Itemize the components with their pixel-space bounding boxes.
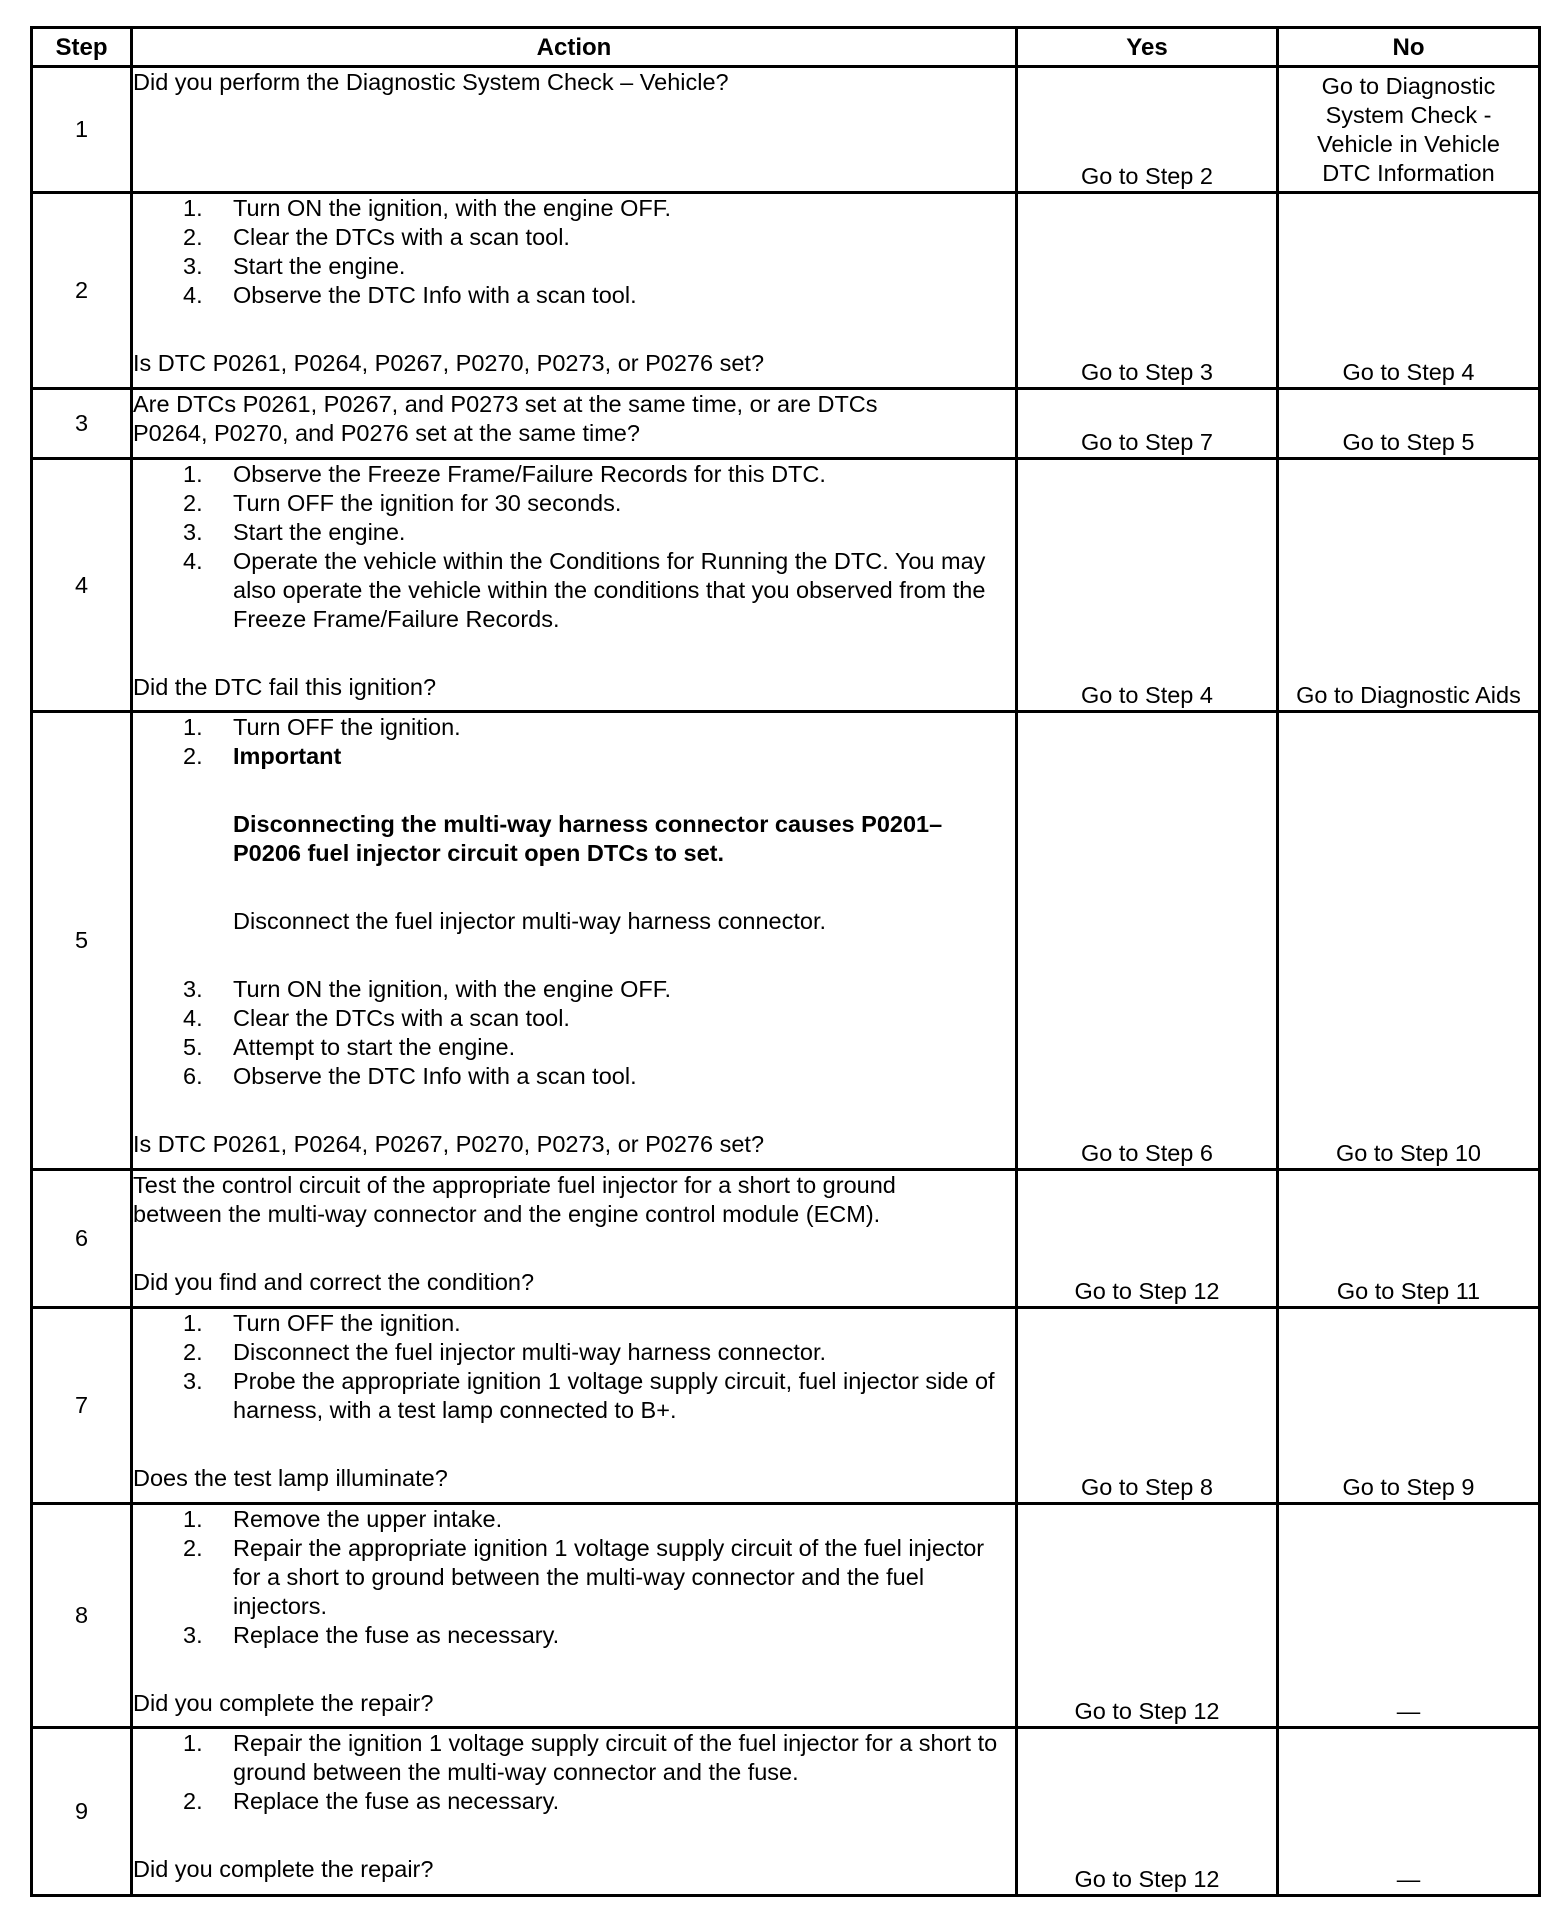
action-step (133, 1729, 1015, 1787)
step-index: 2. (183, 1339, 203, 1365)
table-row (32, 1504, 1540, 1728)
step-index: 4. (183, 282, 203, 308)
step-text: Remove the upper intake. (233, 1506, 503, 1532)
step-index: 2. (183, 490, 203, 516)
action-step (133, 1621, 985, 1650)
step-text: Observe the DTC Info with a scan tool. (233, 1063, 637, 1089)
step-text: Observe the Freeze Frame/Failure Records for this DTC. (233, 461, 826, 487)
step-text: Turn OFF the ignition. (233, 1310, 461, 1336)
step-index: 3. (183, 1622, 203, 1648)
step-index: 3. (183, 1368, 203, 1394)
action-steps (133, 194, 1015, 310)
no-cell: Go to Step 4 (1278, 193, 1540, 389)
action-cell (132, 389, 1017, 459)
step-text: Turn OFF the ignition. (233, 714, 461, 740)
action-step (133, 1309, 1015, 1338)
action-step (133, 489, 1015, 518)
action-steps (133, 975, 1015, 1091)
action-step (133, 1033, 1015, 1062)
step-index: 3. (183, 253, 203, 279)
step-text: Observe the DTC Info with a scan tool. (233, 282, 637, 308)
no-cell: Go to Step 11 (1278, 1170, 1540, 1308)
header-step: Step (32, 28, 132, 67)
sub-instruction: Disconnect the fuel injector multi-way harness connector. (233, 908, 827, 934)
no-cell: — (1278, 1504, 1540, 1728)
action-question: Did you complete the repair? (133, 1856, 434, 1882)
action-step (133, 518, 1015, 547)
action-steps (133, 1309, 1015, 1425)
header-yes: Yes (1017, 28, 1278, 67)
step-index: 4. (183, 548, 203, 574)
important-label: Important (233, 743, 342, 769)
table-row (32, 1170, 1540, 1308)
step-text: Clear the DTCs with a scan tool. (233, 224, 570, 250)
step-index: 2. (183, 743, 203, 769)
action-step (133, 742, 1015, 936)
action-text: Are DTCs P0261, P0267, and P0273 set at the same time, or are DTCs P0264, P0270, and P0276 set at the same time? (133, 391, 878, 446)
step-index: 2. (183, 224, 203, 250)
step-index: 5. (183, 1034, 203, 1060)
table-row (32, 67, 1540, 193)
yes-cell: Go to Step 12 (1017, 1170, 1278, 1308)
step-number: 4 (32, 459, 132, 712)
action-cell (132, 67, 1017, 193)
step-number: 5 (32, 712, 132, 1170)
action-steps (133, 1505, 1015, 1650)
step-number: 1 (32, 67, 132, 193)
step-number: 6 (32, 1170, 132, 1308)
step-index: 3. (183, 519, 203, 545)
step-text: Turn OFF the ignition for 30 seconds. (233, 490, 622, 516)
action-question: Is DTC P0261, P0264, P0267, P0270, P0273, or P0276 set? (133, 350, 765, 376)
step-index: 4. (183, 1005, 203, 1031)
action-step (133, 1004, 1015, 1033)
action-step (133, 547, 1015, 634)
step-number: 9 (32, 1728, 132, 1896)
action-step (133, 1338, 1015, 1367)
table-row (32, 459, 1540, 712)
step-text: Turn ON the ignition, with the engine OFF. (233, 195, 672, 221)
step-text: Replace the fuse as necessary. (233, 1622, 560, 1648)
step-index: 1. (183, 1506, 203, 1532)
action-steps (133, 460, 1015, 634)
action-step (133, 281, 1015, 310)
action-step (133, 1534, 985, 1621)
action-question: Did you complete the repair? (133, 1690, 434, 1716)
step-text: Turn ON the ignition, with the engine OFF. (233, 976, 672, 1002)
action-step (133, 1367, 1015, 1425)
table-row (32, 712, 1540, 1170)
table-row (32, 1308, 1540, 1504)
step-number: 2 (32, 193, 132, 389)
step-text: Start the engine. (233, 253, 406, 279)
action-cell (132, 459, 1017, 712)
diagnostic-table-container (30, 26, 1541, 1897)
action-step (133, 1062, 1015, 1091)
step-index: 3. (183, 976, 203, 1002)
no-cell: — (1278, 1728, 1540, 1896)
action-cell (132, 712, 1017, 1170)
action-step (133, 1787, 1015, 1816)
no-cell: Go to Step 5 (1278, 389, 1540, 459)
yes-cell: Go to Step 8 (1017, 1308, 1278, 1504)
header-no: No (1278, 28, 1540, 67)
action-step (133, 252, 1015, 281)
action-cell (132, 193, 1017, 389)
action-cell (132, 1728, 1017, 1896)
yes-cell: Go to Step 12 (1017, 1504, 1278, 1728)
table-row (32, 193, 1540, 389)
step-index: 1. (183, 461, 203, 487)
action-question: Is DTC P0261, P0264, P0267, P0270, P0273, or P0276 set? (133, 1131, 765, 1157)
step-text: Clear the DTCs with a scan tool. (233, 1005, 570, 1031)
step-index: 1. (183, 714, 203, 740)
action-step (133, 460, 1015, 489)
action-step (133, 1505, 985, 1534)
action-step (133, 223, 1015, 252)
header-action: Action (132, 28, 1017, 67)
action-step (133, 975, 1015, 1004)
yes-cell: Go to Step 7 (1017, 389, 1278, 459)
step-text: Attempt to start the engine. (233, 1034, 516, 1060)
no-cell: Go to Diagnostic System Check - Vehicle in Vehicle DTC Information (1278, 67, 1540, 193)
table-row (32, 389, 1540, 459)
step-text: Operate the vehicle within the Conditions for Running the DTC. You may also operate the vehicle within the conditions that you observed from the Freeze Frame/Failure Records. (233, 548, 986, 632)
step-text: Start the engine. (233, 519, 406, 545)
step-number: 7 (32, 1308, 132, 1504)
action-question: Does the test lamp illuminate? (133, 1465, 448, 1491)
step-text: Probe the appropriate ignition 1 voltage supply circuit, fuel injector side of harness, with a test lamp connected to B+. (233, 1368, 995, 1423)
step-index: 1. (183, 195, 203, 221)
step-index: 1. (183, 1310, 203, 1336)
action-text: Did you perform the Diagnostic System Check – Vehicle? (133, 69, 729, 95)
important-note: Disconnecting the multi-way harness connector causes P0201–P0206 fuel injector circuit open DTCs to set. (233, 811, 943, 866)
yes-cell: Go to Step 2 (1017, 67, 1278, 193)
step-text: Replace the fuse as necessary. (233, 1788, 560, 1814)
step-text: Repair the appropriate ignition 1 voltage supply circuit of the fuel injector for a short to ground between the multi-way connector and the fuel injectors. (233, 1535, 985, 1619)
yes-cell: Go to Step 6 (1017, 712, 1278, 1170)
step-text: Repair the ignition 1 voltage supply circuit of the fuel injector for a short to ground between the multi-way connector and the fuse. (233, 1730, 998, 1785)
action-cell (132, 1170, 1017, 1308)
yes-cell: Go to Step 3 (1017, 193, 1278, 389)
action-text: Test the control circuit of the appropriate fuel injector for a short to ground between the multi-way connector and the engine control module (ECM). (133, 1172, 896, 1227)
action-question: Did you find and correct the condition? (133, 1269, 535, 1295)
action-steps (133, 713, 1015, 936)
action-question: Did the DTC fail this ignition? (133, 674, 437, 700)
step-text: Disconnect the fuel injector multi-way harness connector. (233, 1339, 827, 1365)
step-index: 2. (183, 1788, 203, 1814)
step-number: 8 (32, 1504, 132, 1728)
action-steps (133, 1729, 1015, 1816)
table-row (32, 1728, 1540, 1896)
step-number: 3 (32, 389, 132, 459)
step-index: 1. (183, 1730, 203, 1756)
yes-cell: Go to Step 4 (1017, 459, 1278, 712)
no-cell: Go to Step 9 (1278, 1308, 1540, 1504)
step-index: 6. (183, 1063, 203, 1089)
no-cell: Go to Step 10 (1278, 712, 1540, 1170)
yes-cell: Go to Step 12 (1017, 1728, 1278, 1896)
step-index: 2. (183, 1535, 203, 1561)
header-row (32, 28, 1540, 67)
action-cell (132, 1504, 1017, 1728)
diagnostic-table (30, 26, 1541, 1897)
action-step (133, 194, 1015, 223)
action-step (133, 713, 1015, 742)
action-cell (132, 1308, 1017, 1504)
no-cell: Go to Diagnostic Aids (1278, 459, 1540, 712)
